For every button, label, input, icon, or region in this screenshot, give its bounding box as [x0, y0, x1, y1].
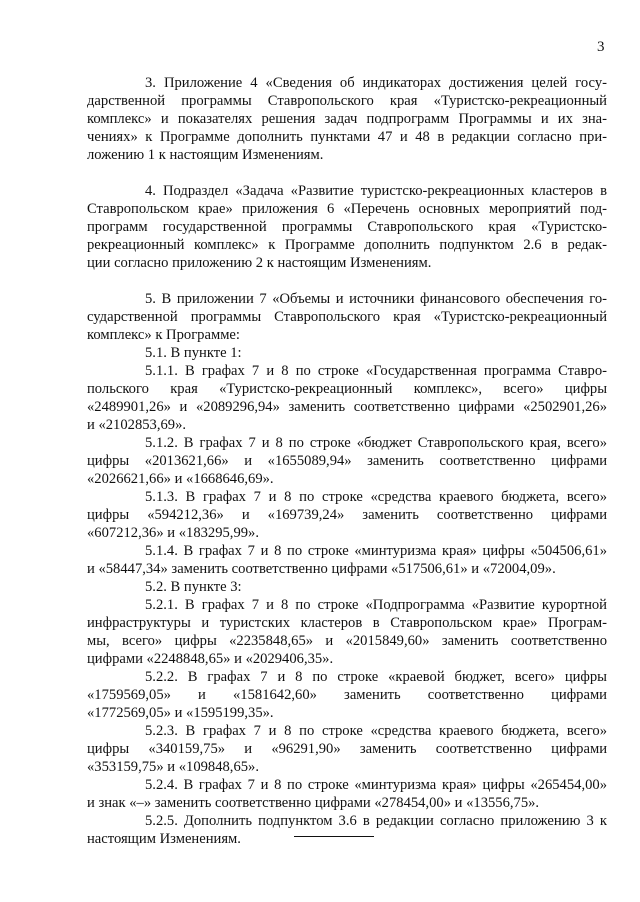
- text-line: 5.2.2. В графах 7 и 8 по строке «краевой бюджет, всего» цифры: [145, 669, 607, 685]
- text-line: комплекс» и показателях решения задач подпрограмм Программы и их зна-: [87, 111, 607, 127]
- text-line: 3. Приложение 4 «Сведения об индикаторах достижения целей госу-: [145, 75, 607, 91]
- text-line: 4. Подраздел «Задача «Развитие туристско-рекреационных кластеров в: [145, 183, 607, 199]
- paragraph-4: [87, 182, 607, 272]
- paragraph-5-2: [87, 578, 607, 596]
- text-line: и «2102853,69».: [87, 417, 187, 433]
- paragraph-5-1-4: [87, 542, 607, 578]
- paragraph-5-2-5: [87, 812, 607, 848]
- text-line: 5. В приложении 7 «Объемы и источники финансового обеспечения го-: [145, 291, 607, 307]
- text-line: 5.2.3. В графах 7 и 8 по строке «средства краевого бюджета, всего»: [145, 723, 607, 739]
- text-line: 5.2.1. В графах 7 и 8 по строке «Подпрограмма «Развитие курортной: [145, 597, 607, 613]
- text-line: инфраструктуры и туристских кластеров в Ставропольском крае» Програм-: [87, 615, 607, 631]
- text-line: 5.1.3. В графах 7 и 8 по строке «средства краевого бюджета, всего»: [145, 489, 607, 505]
- text-line: ложению 1 к настоящим Изменениям.: [87, 147, 324, 163]
- text-line: сударственной программы Ставропольского края «Туристско-рекреационный: [87, 309, 607, 325]
- text-line: 5.2. В пункте 3:: [145, 579, 242, 595]
- paragraph-5-2-1: [87, 596, 607, 668]
- text-line: 5.1.4. В графах 7 и 8 по строке «минтуризма края» цифры «504506,61»: [145, 543, 607, 559]
- text-line: 5.1.1. В графах 7 и 8 по строке «Государственная программа Ставро-: [145, 363, 607, 379]
- paragraph-5-2-3: [87, 722, 607, 776]
- text-line: цифрами «2248848,65» и «2029406,35».: [87, 651, 334, 667]
- text-line: «1772569,05» и «1595199,35».: [87, 705, 274, 721]
- paragraph-5-1-1: [87, 362, 607, 434]
- text-line: дарственной программы Ставропольского края «Туристско-рекреационный: [87, 93, 607, 109]
- text-line: «2026621,66» и «1668646,69».: [87, 471, 274, 487]
- text-line: 5.1.2. В графах 7 и 8 по строке «бюджет Ставропольского края, всего»: [145, 435, 607, 451]
- text-line: и «58447,34» заменить соответственно цифрами «517506,61» и «72004,09».: [87, 561, 556, 577]
- separator-line: [294, 836, 374, 837]
- paragraph-5-2-2: [87, 668, 607, 722]
- paragraph-3: [87, 74, 607, 164]
- paragraph-5: [87, 290, 607, 344]
- text-line: цифры «594212,36» и «169739,24» заменить соответственно цифрами: [87, 507, 607, 523]
- text-line: 5.2.5. Дополнить подпунктом 3.6 в редакции согласно приложению 3 к: [145, 813, 607, 829]
- document-body: [87, 74, 607, 848]
- text-line: цифры «2013621,66» и «1655089,94» заменить соответственно цифрами: [87, 453, 607, 469]
- text-line: рекреационный комплекс» к Программе дополнить подпунктом 2.6 в редак-: [87, 237, 607, 253]
- text-line: чениях» к Программе дополнить пунктами 47 и 48 в редакции согласно при-: [87, 129, 607, 145]
- text-line: мы, всего» цифры «2235848,65» и «2015849,60» заменить соответственно: [87, 633, 607, 649]
- text-line: польского края «Туристско-рекреационный комплекс», всего» цифры: [87, 381, 607, 397]
- text-line: 5.2.4. В графах 7 и 8 по строке «минтуризма края» цифры «265454,00»: [145, 777, 607, 793]
- paragraph-5-1: [87, 344, 607, 362]
- paragraph-5-1-3: [87, 488, 607, 542]
- text-line: «1759569,05» и «1581642,60» заменить соответственно цифрами: [87, 687, 607, 703]
- text-line: Ставропольском крае» приложения 6 «Перечень основных мероприятий под-: [87, 201, 607, 217]
- text-line: ции согласно приложению 2 к настоящим Изменениям.: [87, 255, 432, 271]
- text-line: программ государственной программы Ставропольского края «Туристско-: [87, 219, 607, 235]
- text-line: «2489901,26» и «2089296,94» заменить соответственно цифрами «2502901,26»: [87, 399, 607, 415]
- text-line: и знак «–» заменить соответственно цифрами «278454,00» и «13556,75».: [87, 795, 540, 811]
- text-line: настоящим Изменениям.: [87, 831, 241, 847]
- text-line: «607212,36» и «183295,99».: [87, 525, 259, 541]
- text-line: цифры «340159,75» и «96291,90» заменить соответственно цифрами: [87, 741, 607, 757]
- page-number: 3: [597, 39, 605, 55]
- text-line: 5.1. В пункте 1:: [145, 345, 242, 361]
- paragraph-5-1-2: [87, 434, 607, 488]
- text-line: комплекс» к Программе:: [87, 327, 240, 343]
- paragraph-5-2-4: [87, 776, 607, 812]
- text-line: «353159,75» и «109848,65».: [87, 759, 259, 775]
